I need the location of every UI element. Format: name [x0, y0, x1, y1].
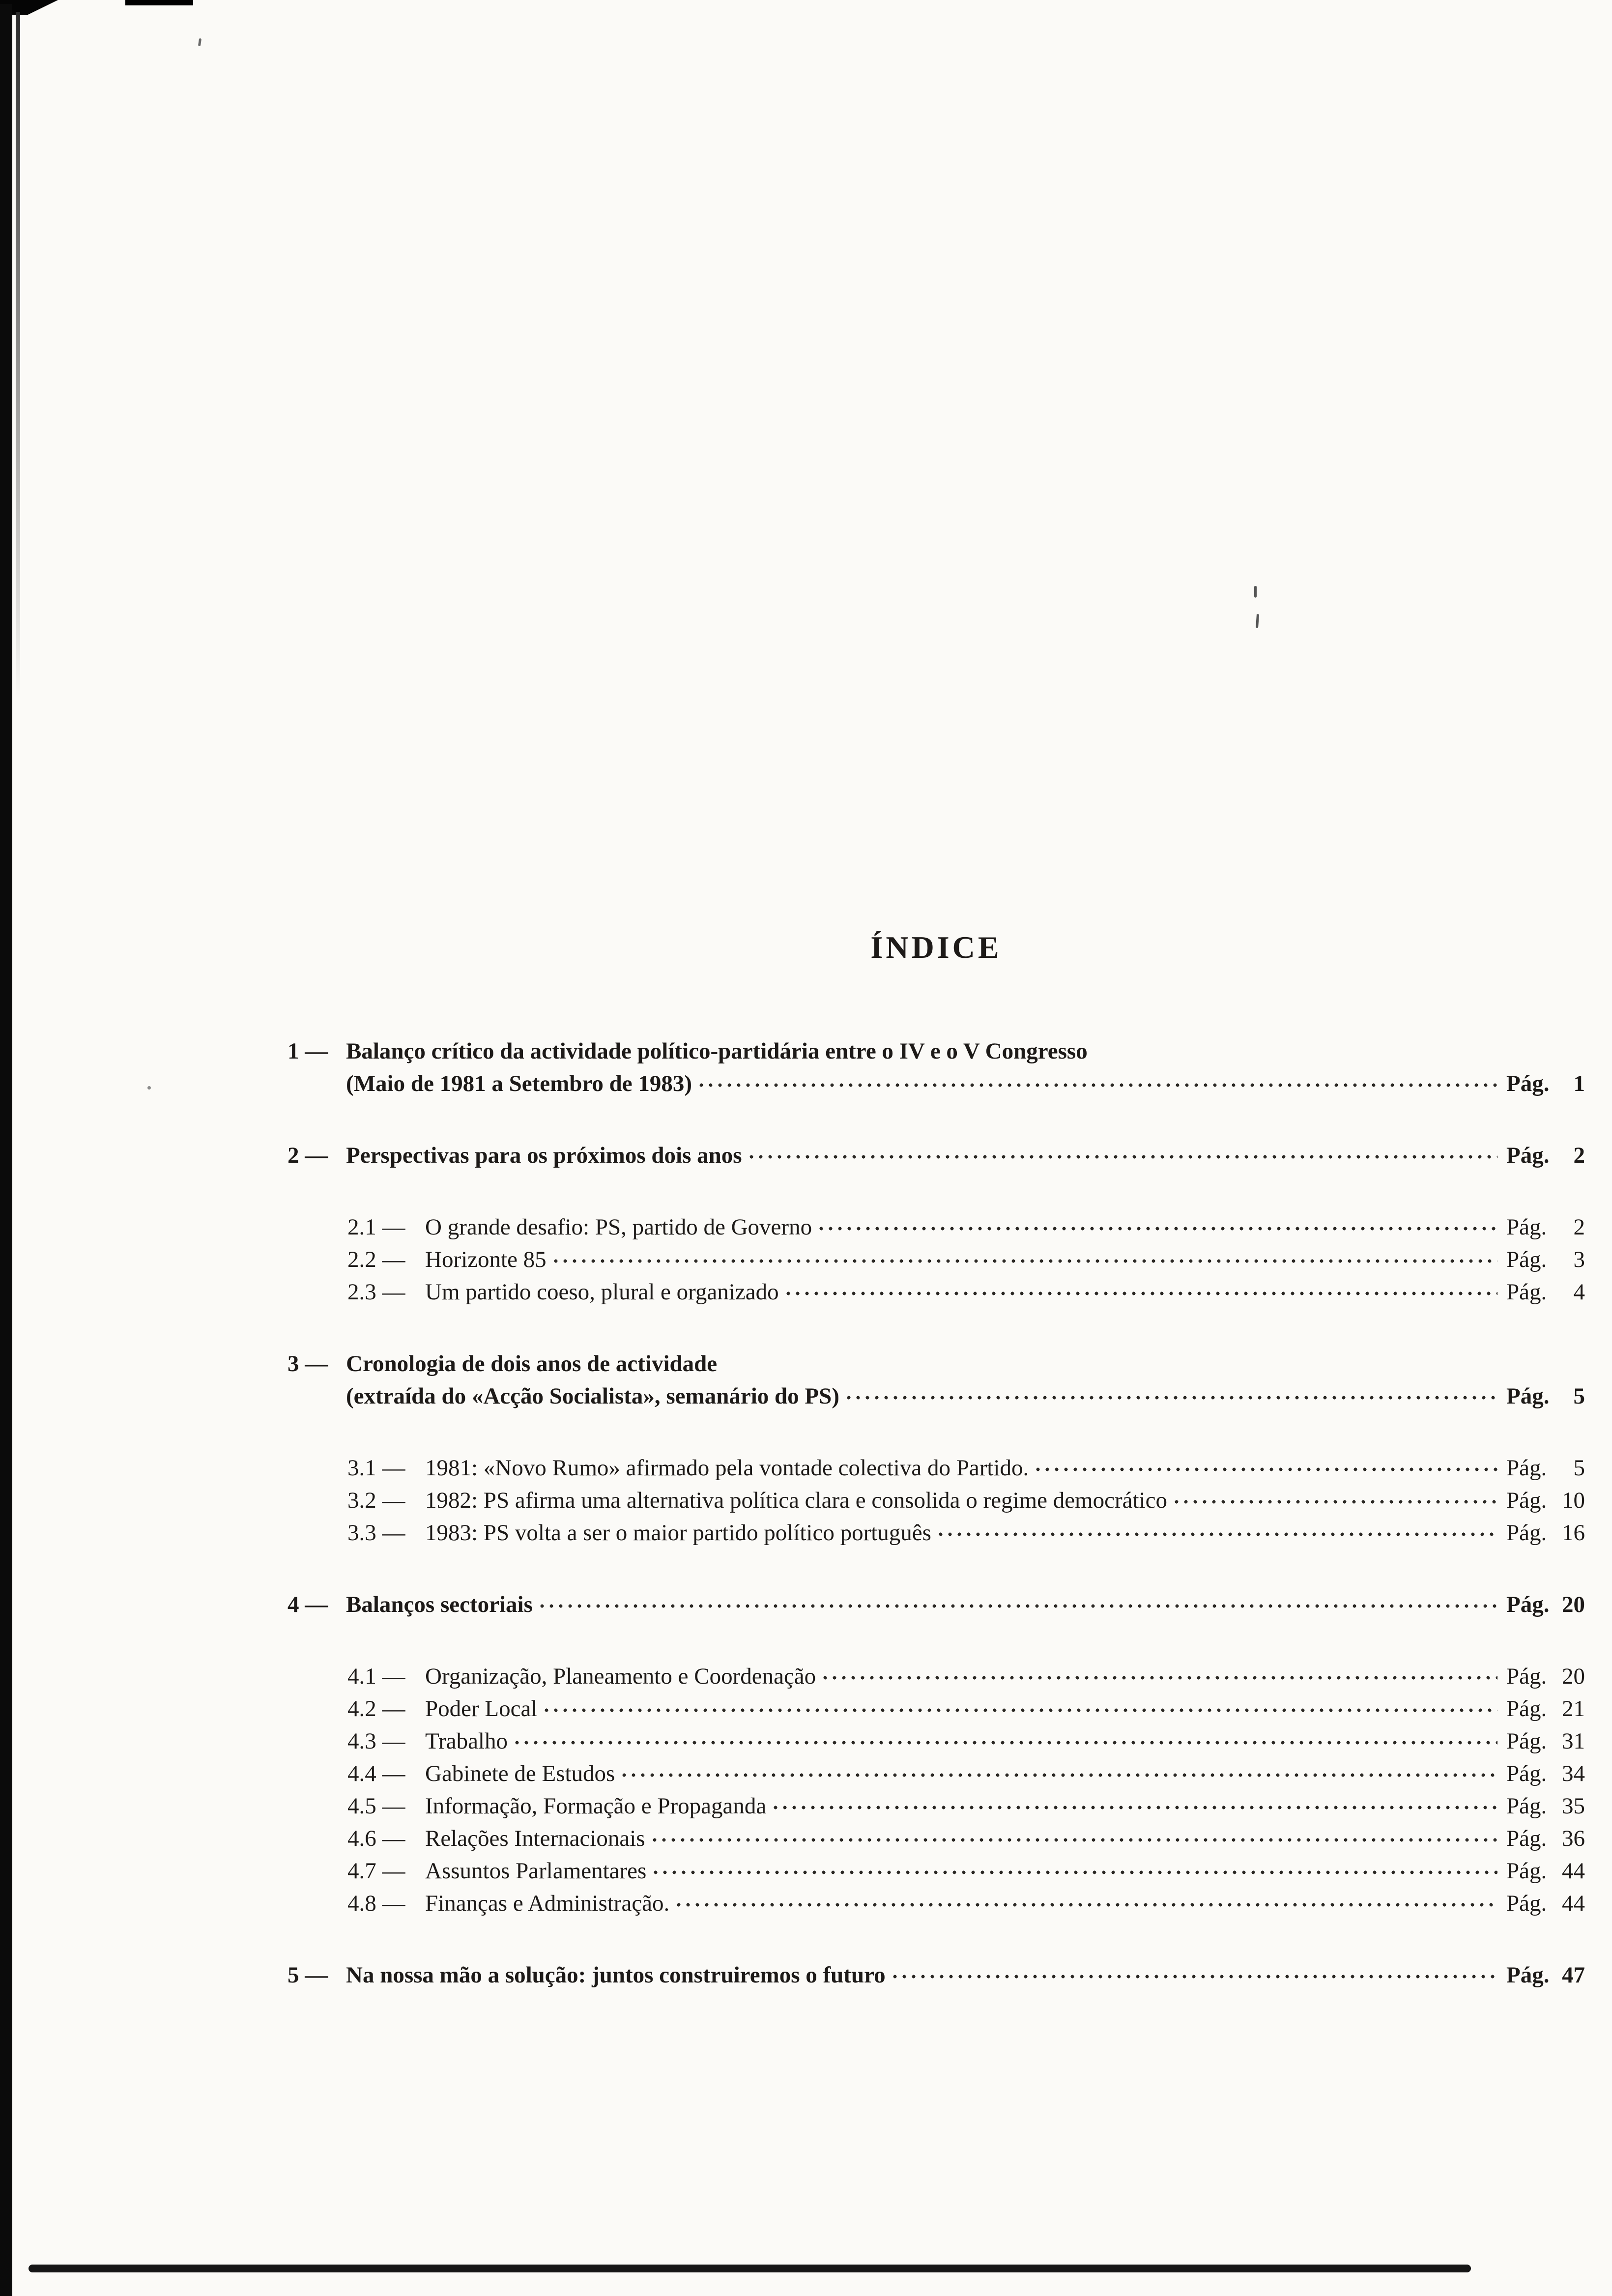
- scan-bottom-edge-strip: [29, 2265, 1471, 2272]
- toc-entry-number: 4.2 —: [347, 1696, 405, 1722]
- toc-entry-4.3: [288, 1725, 1585, 1757]
- toc-entry-text-continuation: (extraída do «Acção Socialista», semanário do PS): [346, 1383, 839, 1409]
- toc-page-ref: [1506, 1790, 1585, 1822]
- toc-entry-number: 2.3 —: [347, 1279, 405, 1305]
- toc-entry-number: 2.1 —: [347, 1214, 405, 1240]
- toc-entry-number: 4 —: [288, 1592, 328, 1617]
- page-ref-number: 3: [1573, 1247, 1585, 1272]
- toc-entry-number: 4.7 —: [347, 1858, 405, 1884]
- toc-page-ref: [1506, 1757, 1585, 1790]
- page-ref-label: Pág.: [1506, 1858, 1547, 1884]
- toc-row: [347, 1211, 1585, 1243]
- toc-row: [347, 1452, 1585, 1484]
- toc-page-ref: [1506, 1588, 1585, 1621]
- toc-row: [347, 1757, 1585, 1790]
- toc-page-ref: [1506, 1139, 1585, 1172]
- toc-row: [288, 1588, 1585, 1621]
- toc-entry-text: Balanços sectoriais: [346, 1592, 533, 1617]
- toc-entry-4.5: [288, 1790, 1585, 1822]
- page-ref-label: Pág.: [1506, 1455, 1547, 1481]
- toc-list: [288, 1035, 1585, 1991]
- scan-speck: [198, 38, 202, 47]
- toc-entry-number: 4.3 —: [347, 1728, 405, 1754]
- page-ref-label: Pág.: [1506, 1383, 1550, 1409]
- toc-page-ref: [1506, 1822, 1585, 1855]
- dot-leader: [553, 1247, 1497, 1267]
- toc-entry-3.2: [288, 1484, 1585, 1517]
- toc-row: [347, 1855, 1585, 1887]
- toc-page-ref: [1506, 1959, 1585, 1991]
- toc-entry-3: [288, 1348, 1585, 1412]
- page-ref-number: 16: [1562, 1520, 1585, 1546]
- page-ref-label: Pág.: [1506, 1214, 1547, 1240]
- page-ref-number: 2: [1573, 1214, 1585, 1240]
- toc-page-ref: [1506, 1211, 1585, 1243]
- scan-left-edge-inner-line: [16, 12, 20, 700]
- toc-entry-text: 1983: PS volta a ser o maior partido político português: [425, 1520, 931, 1546]
- toc-entry-text: Cronologia de dois anos de actividade: [346, 1351, 718, 1377]
- page-ref-label: Pág.: [1506, 1793, 1547, 1819]
- toc-entry-4: [288, 1588, 1585, 1621]
- page-ref-label: Pág.: [1506, 1891, 1547, 1916]
- toc-entry-text: Um partido coeso, plural e organizado: [425, 1279, 779, 1305]
- scan-stray-mark: [1254, 586, 1257, 598]
- toc-entry-1: [288, 1035, 1585, 1100]
- toc-page-ref: [1506, 1452, 1585, 1484]
- scan-top-edge-mark: [125, 0, 193, 5]
- toc-entry-text: O grande desafio: PS, partido de Governo: [425, 1214, 812, 1240]
- toc-row: [347, 1887, 1585, 1920]
- toc-row-continuation: [288, 1380, 1585, 1412]
- page-ref-number: 44: [1562, 1858, 1585, 1884]
- toc-entry-2.2: [288, 1243, 1585, 1276]
- page-ref-number: 44: [1562, 1891, 1585, 1916]
- toc-entry-4.2: [288, 1693, 1585, 1725]
- toc-entry-text: Perspectivas para os próximos dois anos: [346, 1143, 742, 1168]
- page-ref-label: Pág.: [1506, 1962, 1550, 1988]
- page-ref-number: 35: [1562, 1793, 1585, 1819]
- page-ref-label: Pág.: [1506, 1592, 1550, 1617]
- toc-entry-text: Trabalho: [425, 1728, 508, 1754]
- page-ref-number: 20: [1562, 1664, 1585, 1689]
- dot-leader: [544, 1696, 1497, 1716]
- toc-row: [288, 1035, 1585, 1067]
- toc-entry-4.6: [288, 1822, 1585, 1855]
- dot-leader: [892, 1963, 1497, 1982]
- toc-entry-number: 2.2 —: [347, 1247, 405, 1272]
- toc-row: [288, 1139, 1585, 1172]
- toc-entry-text: Gabinete de Estudos: [425, 1761, 615, 1786]
- toc-page-ref: [1506, 1243, 1585, 1276]
- toc-content: [288, 924, 1585, 1991]
- page-ref-number: 10: [1562, 1488, 1585, 1513]
- toc-row-continuation: [288, 1067, 1585, 1100]
- toc-row: [288, 1959, 1585, 1991]
- toc-entry-text: Assuntos Parlamentares: [425, 1858, 647, 1884]
- page-ref-label: Pág.: [1506, 1520, 1547, 1546]
- page-ref-number: 5: [1573, 1455, 1585, 1481]
- toc-entry-number: 4.6 —: [347, 1826, 405, 1851]
- toc-page-ref: [1506, 1380, 1585, 1412]
- dot-leader: [773, 1794, 1497, 1813]
- toc-page-ref: [1506, 1887, 1585, 1920]
- toc-entry-number: 4.4 —: [347, 1761, 405, 1786]
- page-ref-number: 20: [1562, 1592, 1585, 1617]
- toc-page-ref: [1506, 1067, 1585, 1100]
- toc-entry-2: [288, 1139, 1585, 1172]
- toc-entry-text: 1982: PS afirma uma alternativa política clara e consolida o regime democrático: [425, 1488, 1167, 1513]
- dot-leader: [540, 1592, 1497, 1612]
- toc-entry-text-continuation: (Maio de 1981 a Setembro de 1983): [346, 1071, 692, 1096]
- page-ref-label: Pág.: [1506, 1247, 1547, 1272]
- toc-entry-text: 1981: «Novo Rumo» afirmado pela vontade colectiva do Partido.: [425, 1455, 1029, 1481]
- page-ref-label: Pág.: [1506, 1696, 1547, 1722]
- dot-leader: [676, 1891, 1497, 1911]
- toc-page-ref: [1506, 1855, 1585, 1887]
- dot-leader: [938, 1521, 1497, 1540]
- dot-leader: [699, 1071, 1497, 1091]
- page-ref-number: 21: [1562, 1696, 1585, 1722]
- toc-entry-4.8: [288, 1887, 1585, 1920]
- toc-entry-4.1: [288, 1660, 1585, 1693]
- toc-page-ref: [1506, 1693, 1585, 1725]
- toc-page-ref: [1506, 1484, 1585, 1517]
- toc-entry-4.7: [288, 1855, 1585, 1887]
- page-ref-label: Pág.: [1506, 1728, 1547, 1754]
- toc-entry-number: 3 —: [288, 1351, 328, 1377]
- dot-leader: [819, 1215, 1497, 1234]
- toc-row: [347, 1725, 1585, 1757]
- toc-entry-number: 1 —: [288, 1038, 328, 1064]
- toc-row: [347, 1822, 1585, 1855]
- scan-stray-mark: [1256, 614, 1259, 628]
- page-ref-label: Pág.: [1506, 1761, 1547, 1786]
- toc-row: [347, 1276, 1585, 1308]
- toc-entry-number: 3.2 —: [347, 1488, 405, 1513]
- toc-row: [347, 1660, 1585, 1693]
- toc-row: [347, 1790, 1585, 1822]
- toc-entry-4.4: [288, 1757, 1585, 1790]
- toc-row: [347, 1693, 1585, 1725]
- dot-leader: [749, 1143, 1497, 1163]
- toc-entry-3.3: [288, 1517, 1585, 1549]
- page-title: ÍNDICE: [870, 930, 1002, 965]
- toc-entry-2.3: [288, 1276, 1585, 1308]
- page-ref-label: Pág.: [1506, 1143, 1550, 1168]
- toc-row: [347, 1243, 1585, 1276]
- dot-leader: [622, 1761, 1497, 1781]
- toc-entry-text: Organização, Planeamento e Coordenação: [425, 1664, 816, 1689]
- page-ref-number: 47: [1562, 1962, 1585, 1988]
- toc-entry-number: 3.1 —: [347, 1455, 405, 1481]
- dot-leader: [1174, 1488, 1497, 1508]
- toc-entry-number: 5 —: [288, 1962, 328, 1988]
- toc-row: [347, 1484, 1585, 1517]
- dot-leader: [823, 1664, 1497, 1684]
- toc-entry-text: Horizonte 85: [425, 1247, 547, 1272]
- page-ref-label: Pág.: [1506, 1826, 1547, 1851]
- page-ref-number: 4: [1573, 1279, 1585, 1305]
- toc-entry-text: Relações Internacionais: [425, 1826, 645, 1851]
- page-ref-label: Pág.: [1506, 1071, 1550, 1096]
- page-ref-number: 1: [1573, 1071, 1585, 1096]
- toc-entry-text: Na nossa mão a solução: juntos construiremos o futuro: [346, 1962, 886, 1988]
- dot-leader: [786, 1280, 1497, 1299]
- scan-left-edge-bar: [0, 4, 12, 2296]
- toc-page-ref: [1506, 1517, 1585, 1549]
- page-ref-label: Pág.: [1506, 1279, 1547, 1305]
- page-ref-number: 2: [1573, 1143, 1585, 1168]
- page-ref-number: 36: [1562, 1826, 1585, 1851]
- page-ref-number: 34: [1562, 1761, 1585, 1786]
- toc-entry-text: Finanças e Administração.: [425, 1891, 670, 1916]
- page-ref-label: Pág.: [1506, 1488, 1547, 1513]
- toc-page-ref: [1506, 1276, 1585, 1308]
- toc-entry-2.1: [288, 1211, 1585, 1243]
- toc-entry-number: 4.5 —: [347, 1793, 405, 1819]
- toc-entry-number: 4.1 —: [347, 1664, 405, 1689]
- scan-speck: [147, 1086, 151, 1090]
- toc-entry-3.1: [288, 1452, 1585, 1484]
- dot-leader: [846, 1384, 1497, 1404]
- dot-leader: [653, 1859, 1497, 1878]
- dot-leader: [652, 1826, 1497, 1846]
- dot-leader: [515, 1729, 1497, 1749]
- toc-row: [347, 1517, 1585, 1549]
- page-ref-label: Pág.: [1506, 1664, 1547, 1689]
- toc-entry-5: [288, 1959, 1585, 1991]
- dot-leader: [1036, 1456, 1497, 1475]
- page-ref-number: 31: [1562, 1728, 1585, 1754]
- toc-entry-text: Balanço crítico da actividade político-partidária entre o IV e o V Congresso: [346, 1038, 1088, 1064]
- toc-entry-text: Informação, Formação e Propaganda: [425, 1793, 767, 1819]
- toc-page-ref: [1506, 1725, 1585, 1757]
- toc-row: [288, 1348, 1585, 1380]
- toc-entry-text: Poder Local: [425, 1696, 538, 1722]
- toc-page-ref: [1506, 1660, 1585, 1693]
- page-ref-number: 5: [1573, 1383, 1585, 1409]
- toc-entry-number: 4.8 —: [347, 1891, 405, 1916]
- toc-entry-number: 3.3 —: [347, 1520, 405, 1546]
- toc-entry-number: 2 —: [288, 1143, 328, 1168]
